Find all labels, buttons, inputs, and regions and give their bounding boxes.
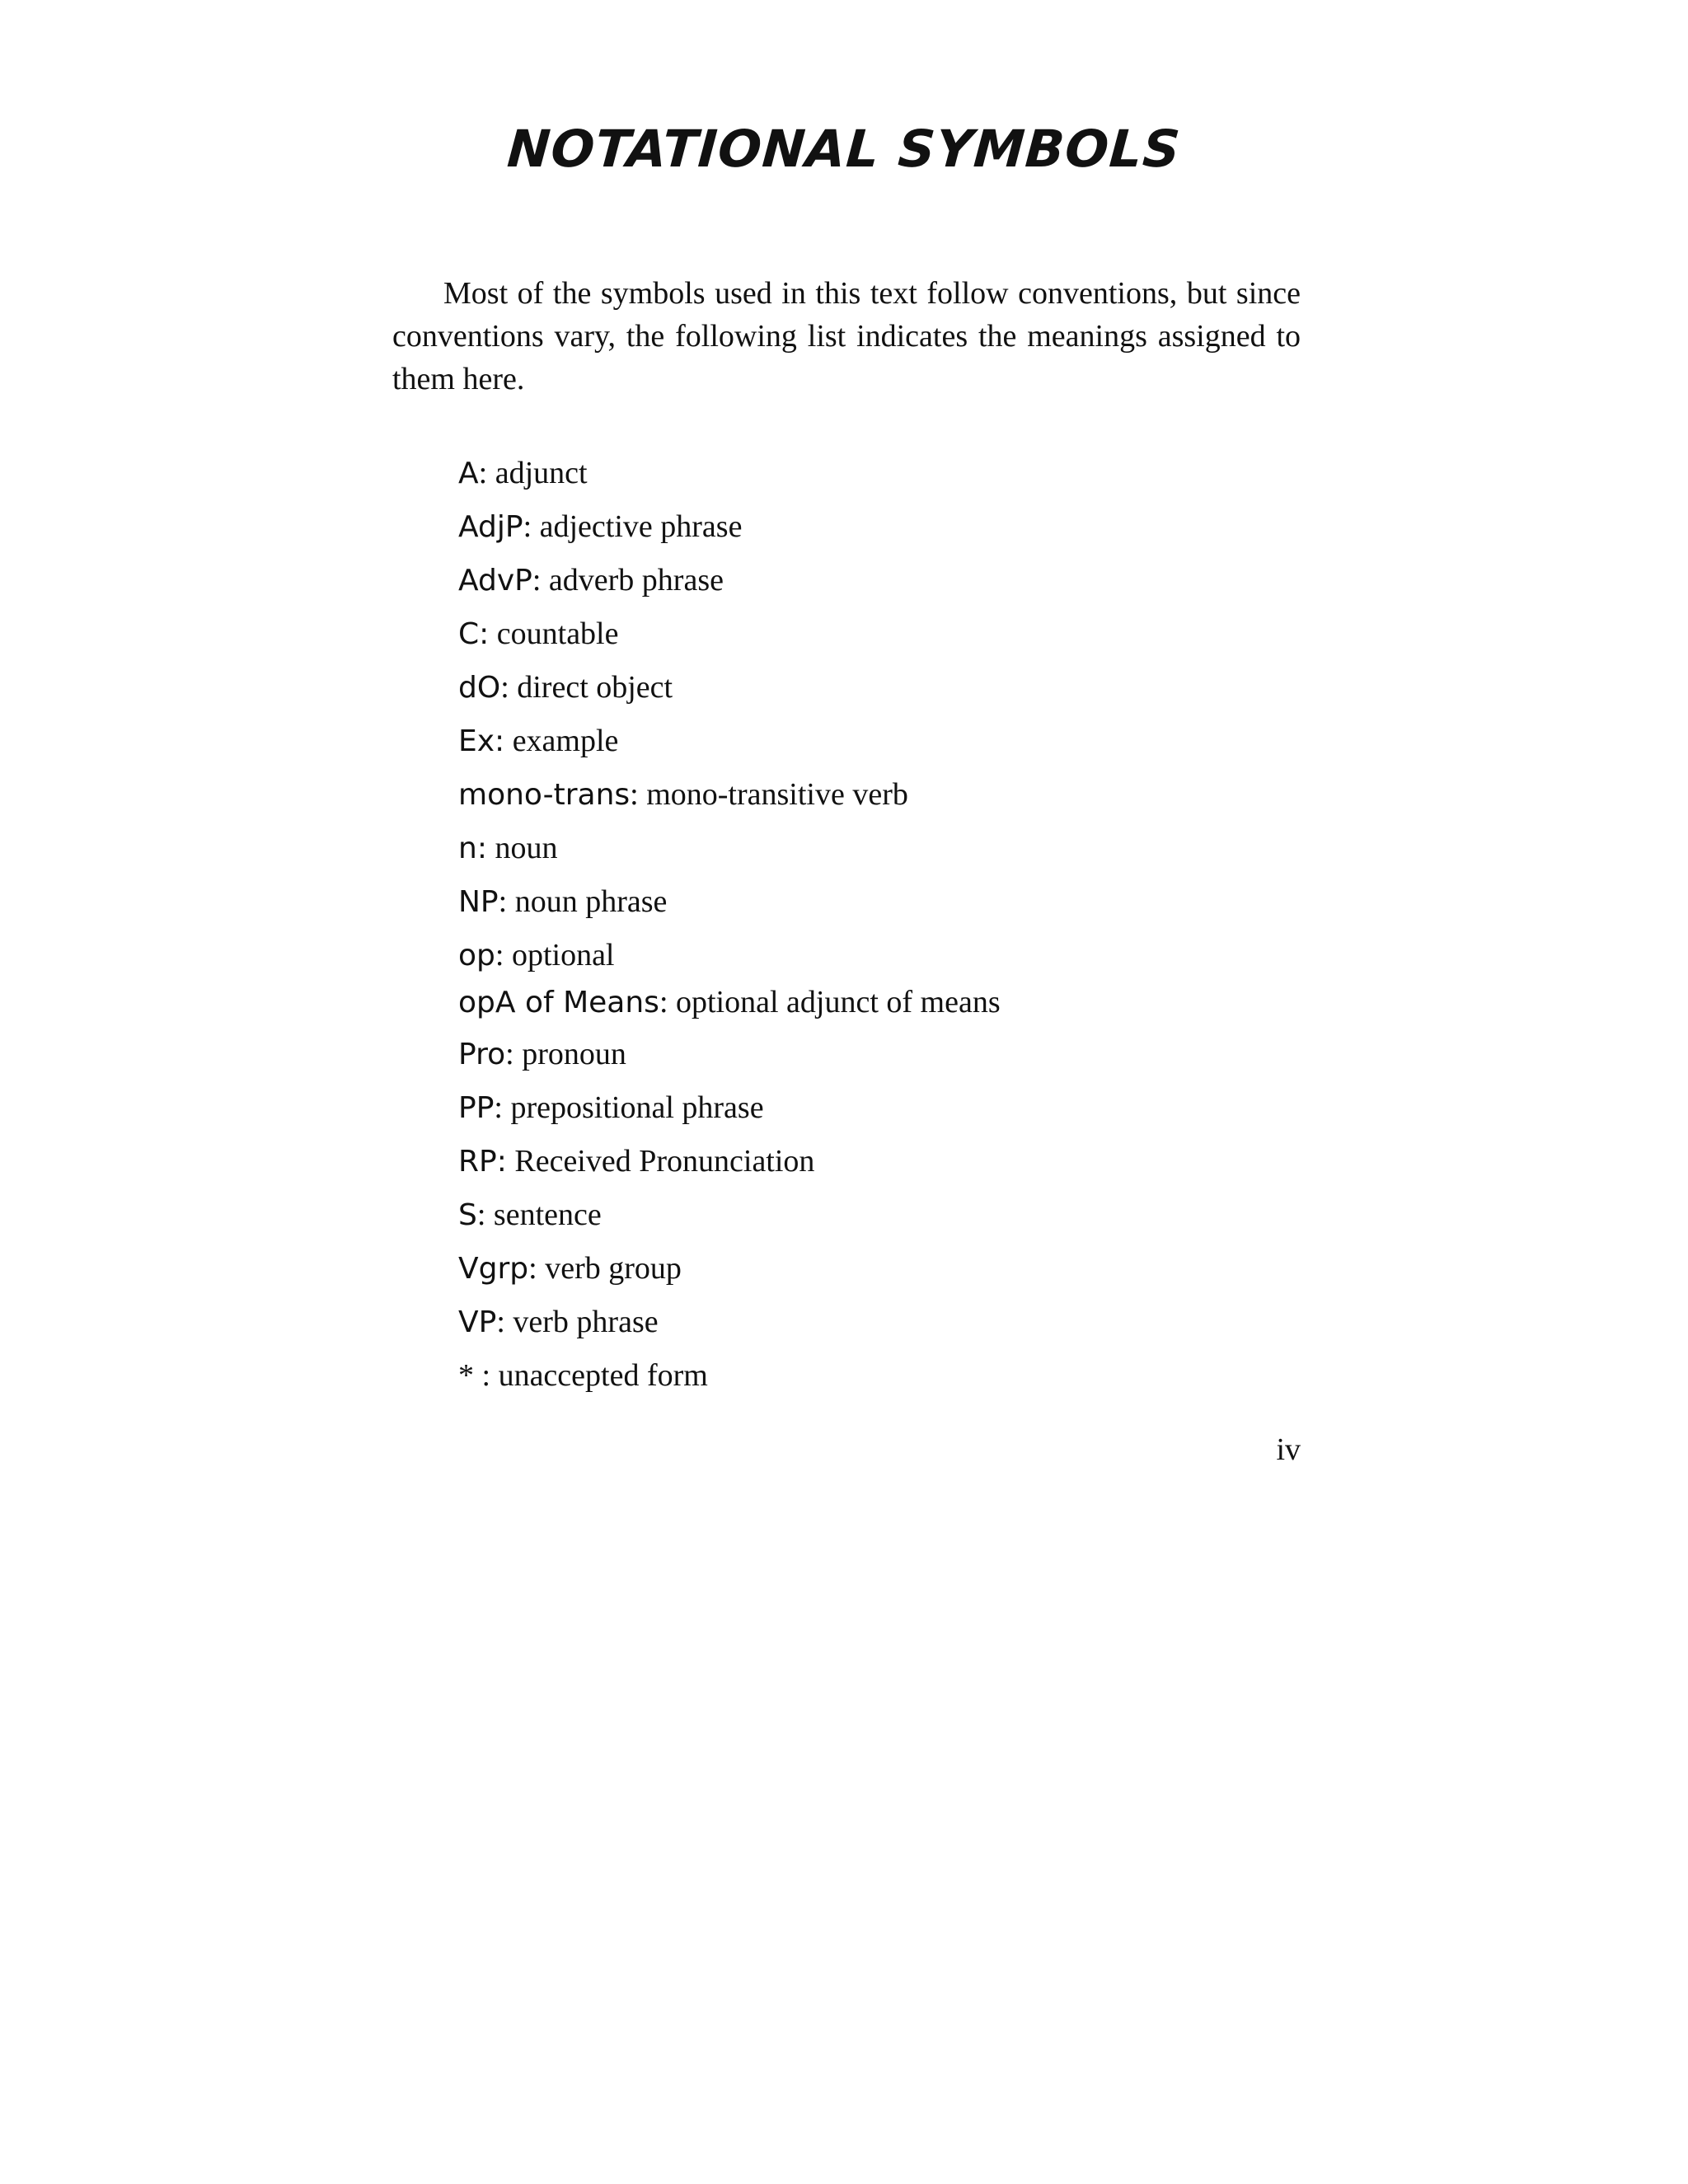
symbol-meaning: optional adjunct of means	[676, 985, 1001, 1019]
symbol-separator: :	[523, 509, 540, 544]
symbol-meaning: example	[512, 724, 619, 758]
symbol-term: n:	[458, 832, 487, 865]
list-item	[458, 666, 673, 710]
symbol-separator: :	[500, 670, 518, 705]
symbol-term: RP:	[458, 1145, 507, 1179]
symbol-term: op	[458, 939, 495, 972]
symbol-meaning: noun	[495, 831, 558, 865]
list-item	[458, 1354, 708, 1397]
list-item	[458, 452, 588, 495]
symbol-meaning: adverb phrase	[548, 563, 724, 598]
list-item	[458, 773, 908, 817]
symbol-term: *	[458, 1358, 474, 1393]
list-item	[458, 612, 618, 656]
symbol-meaning: adjunct	[495, 456, 588, 490]
symbol-separator: :	[630, 777, 647, 812]
list-item	[458, 1301, 659, 1344]
symbol-separator: :	[494, 1090, 511, 1125]
symbol-term: dO	[458, 671, 501, 705]
symbol-separator: :	[496, 1305, 513, 1339]
symbol-term: AdjP	[458, 510, 523, 544]
symbol-separator	[504, 724, 513, 758]
symbol-meaning: adjective phrase	[539, 509, 743, 544]
symbol-term: opA of Means	[458, 986, 659, 1019]
symbol-term: Ex:	[458, 724, 505, 758]
symbol-term: C:	[458, 617, 490, 651]
symbol-separator: :	[505, 1037, 523, 1071]
symbol-meaning: sentence	[493, 1197, 602, 1232]
symbol-meaning: mono-transitive verb	[646, 777, 908, 812]
symbol-separator: :	[495, 938, 512, 972]
list-item	[458, 505, 742, 549]
list-item	[458, 1193, 602, 1237]
symbol-term: AdvP	[458, 564, 532, 598]
symbol-meaning: noun phrase	[514, 884, 668, 919]
list-item	[458, 1086, 764, 1130]
symbol-separator: :	[532, 563, 549, 598]
symbol-meaning: optional	[511, 938, 615, 972]
list-item	[458, 559, 724, 602]
symbol-separator: :	[476, 1197, 494, 1232]
symbol-term: S	[458, 1198, 477, 1232]
list-item	[458, 719, 618, 763]
list-item	[458, 827, 557, 870]
symbol-meaning: prepositional phrase	[510, 1090, 764, 1125]
symbol-separator: :	[474, 1358, 499, 1393]
list-item	[458, 981, 1001, 1024]
symbol-meaning: countable	[496, 616, 619, 651]
symbol-separator	[507, 1144, 515, 1179]
list-item	[458, 880, 667, 924]
symbol-term: VP	[458, 1305, 497, 1339]
symbol-term: Pro	[458, 1038, 506, 1071]
page-title: NOTATIONAL SYMBOLS	[505, 119, 1183, 179]
symbol-separator	[489, 616, 497, 651]
symbol-term: A	[458, 457, 479, 490]
symbol-separator: :	[498, 884, 515, 919]
symbol-term: NP	[458, 885, 499, 919]
list-item	[458, 1140, 814, 1183]
symbol-separator: :	[659, 985, 676, 1019]
symbol-term: Vgrp	[458, 1252, 529, 1286]
list-item	[458, 1247, 682, 1291]
symbol-meaning: Received Pronunciation	[514, 1144, 815, 1179]
symbol-term: mono-trans	[458, 778, 631, 812]
list-item	[458, 1033, 626, 1076]
symbol-term: PP	[458, 1091, 495, 1125]
symbol-meaning: pronoun	[522, 1037, 626, 1071]
symbol-separator: :	[478, 456, 495, 490]
list-item	[458, 934, 615, 977]
page-number: iv	[1276, 1432, 1301, 1467]
symbol-separator: :	[528, 1251, 546, 1286]
intro-paragraph: Most of the symbols used in this text follow conventions, but since conventions vary, the following list indicates the meanings assigned to them here.	[392, 276, 1301, 396]
symbol-meaning: direct object	[517, 670, 673, 705]
symbol-meaning: verb group	[545, 1251, 682, 1286]
symbol-meaning: unaccepted form	[498, 1358, 708, 1393]
symbol-meaning: verb phrase	[513, 1305, 659, 1339]
